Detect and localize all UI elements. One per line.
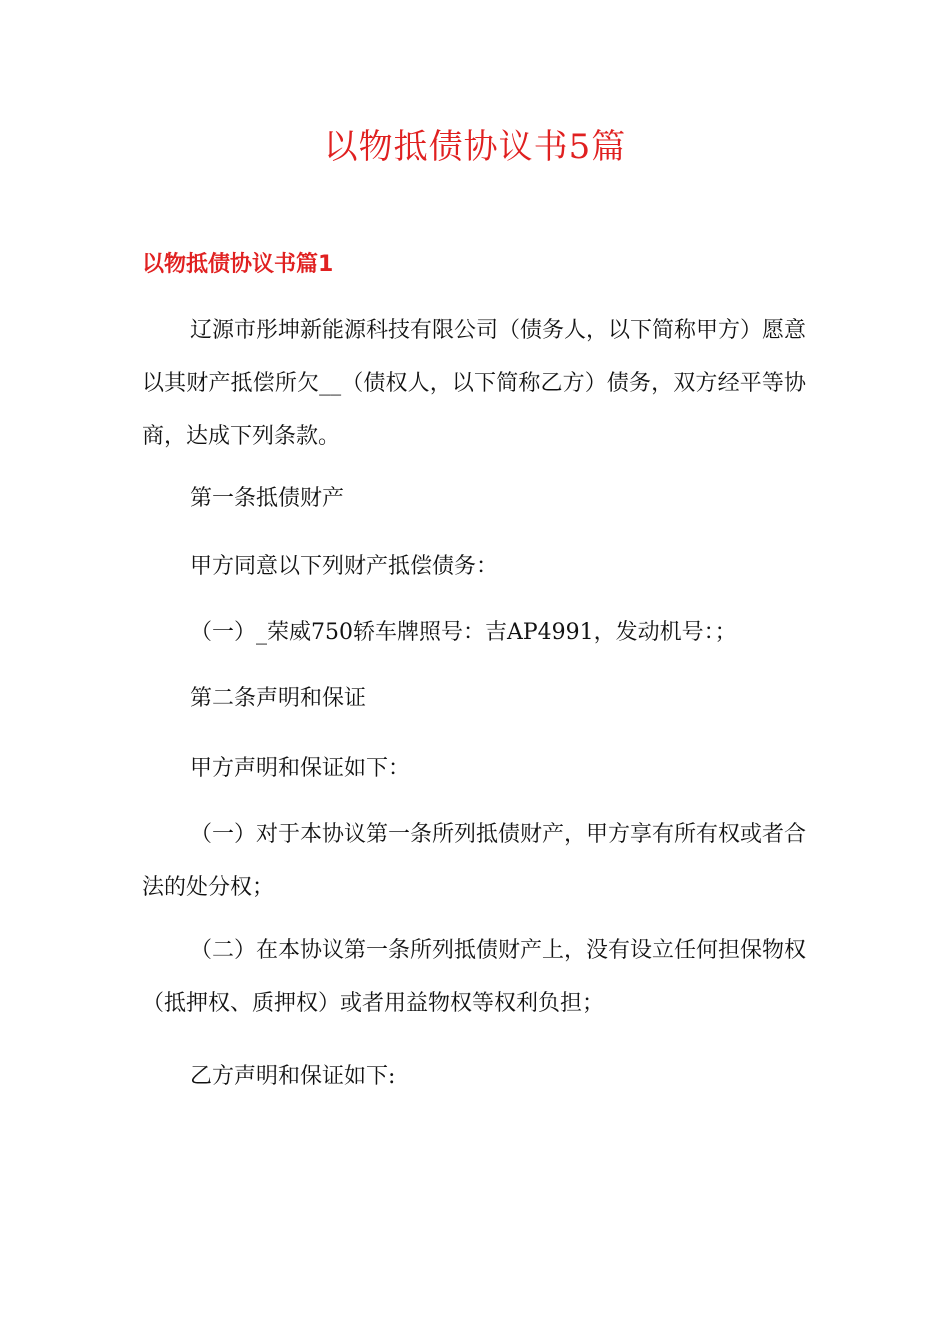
- paragraph-article-2-title: 第二条声明和保证: [190, 686, 367, 711]
- paragraph-intro: 辽源市彤坤新能源科技有限公司（债务人，以下简称甲方）愿意以其财产抵偿所欠__（债权人，以下简称乙方）债务，双方经平等协商，达成下列条款。: [142, 318, 807, 449]
- document-title: 以物抵债协议书5篇: [323, 127, 627, 167]
- paragraph-article-1-item-1: （一）_荣威750轿车牌照号：吉AP4991，发动机号：；: [190, 620, 737, 645]
- paragraph-party-a-item-2: （二）在本协议第一条所列抵债财产上，没有设立任何担保物权（抵押权、质押权）或者用益物权等权利负担；: [142, 938, 807, 1016]
- paragraph-party-b-declaration: 乙方声明和保证如下:: [190, 1064, 396, 1089]
- paragraph-party-a-declaration: 甲方声明和保证如下：: [190, 756, 411, 781]
- paragraph-article-1-title: 第一条抵债财产: [190, 486, 345, 511]
- paragraph-article-1-lead: 甲方同意以下列财产抵偿债务：: [190, 554, 499, 579]
- paragraph-party-a-item-1: （一）对于本协议第一条所列抵债财产，甲方享有所有权或者合法的处分权；: [142, 822, 807, 900]
- section-heading: 以物抵债协议书篇1: [142, 252, 334, 277]
